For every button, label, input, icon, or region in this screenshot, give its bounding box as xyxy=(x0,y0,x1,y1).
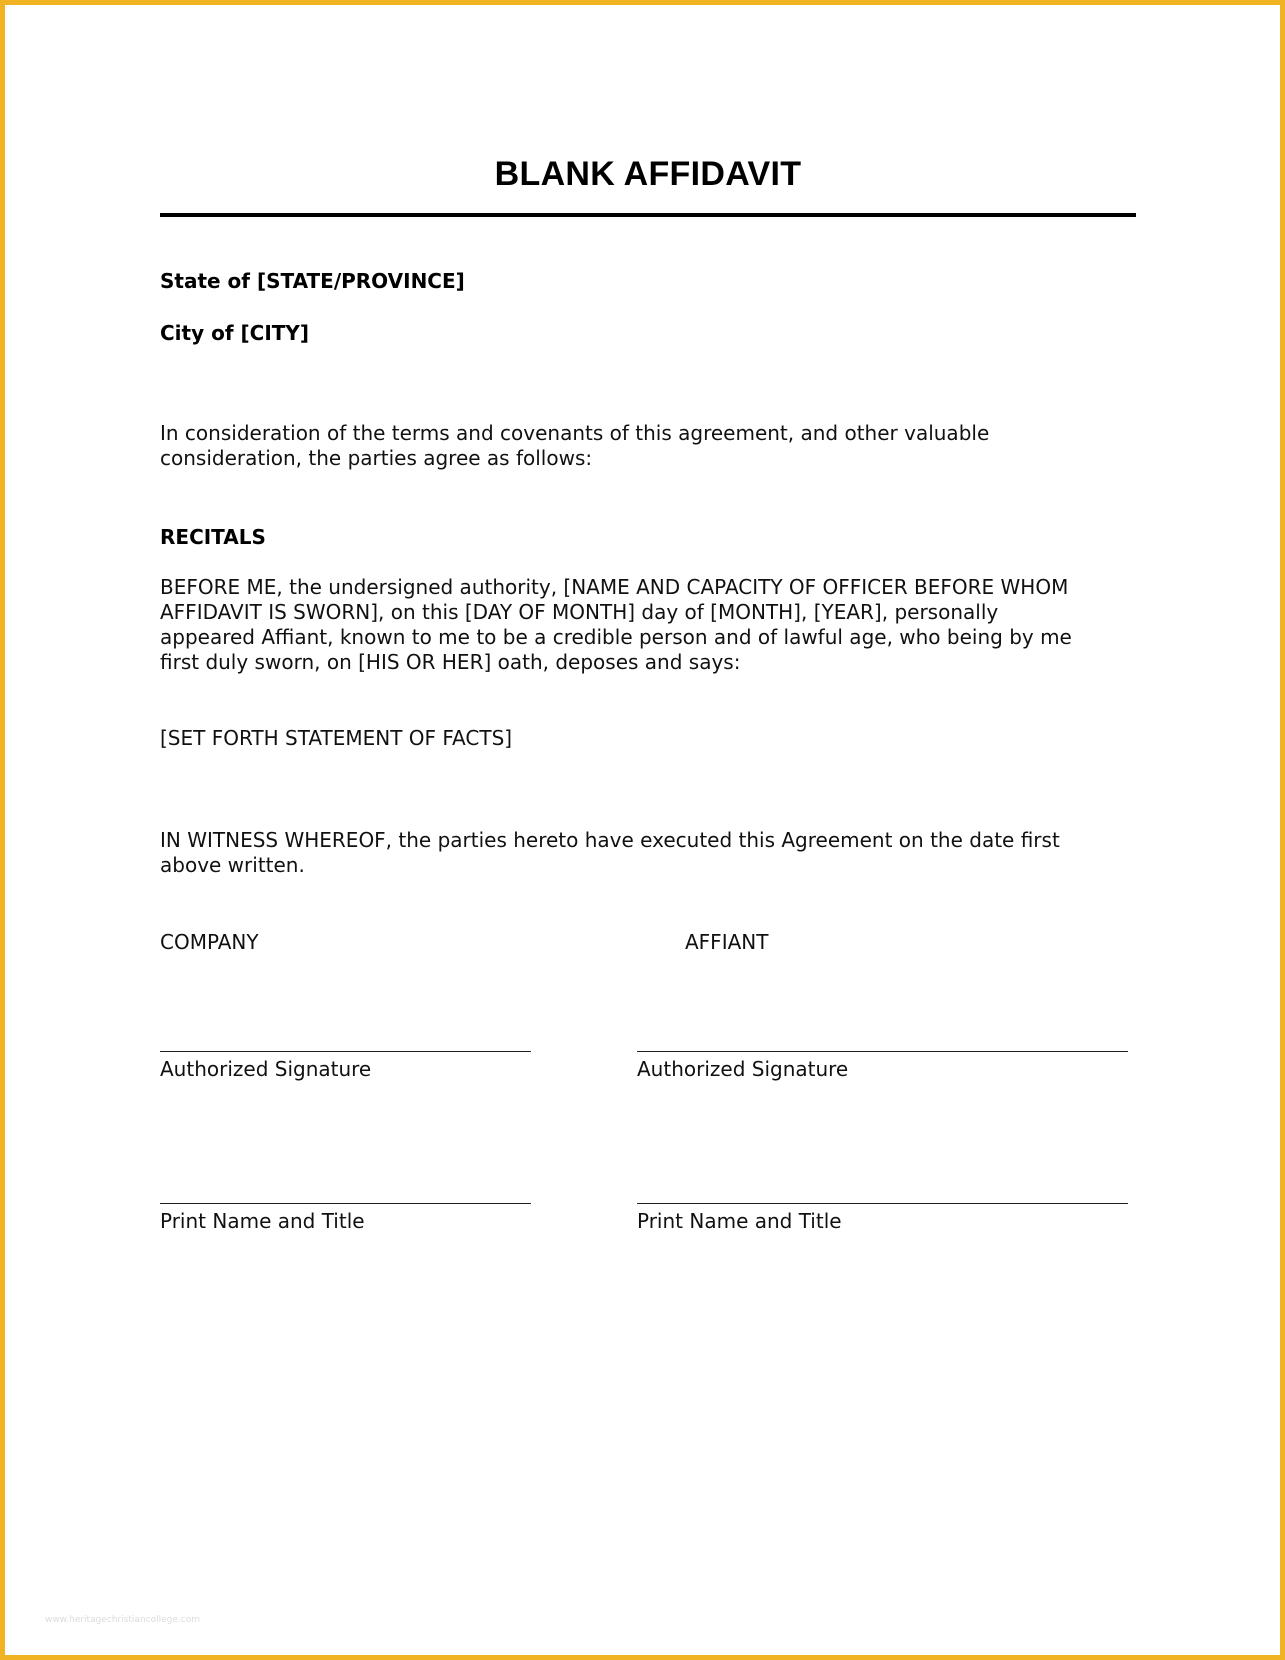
recitals-line: appeared Affiant, known to me to be a credible person and of lawful age, who being by me xyxy=(160,625,1072,649)
company-signature-label: Authorized Signature xyxy=(160,1057,372,1081)
recitals-paragraph xyxy=(160,575,1140,675)
watermark: www.heritagechristiancollege.com xyxy=(45,1615,200,1625)
affiant-signature-line xyxy=(637,1051,1128,1052)
consideration-line: consideration, the parties agree as follows: xyxy=(160,446,593,470)
witness-line: IN WITNESS WHEREOF, the parties hereto have executed this Agreement on the date first xyxy=(160,828,1060,852)
affiant-signature-label: Authorized Signature xyxy=(637,1057,849,1081)
document-title: BLANK AFFIDAVIT xyxy=(494,155,802,193)
title-divider xyxy=(160,213,1136,217)
consideration-line: In consideration of the terms and covenants of this agreement, and other valuable xyxy=(160,421,990,445)
affiant-print-line xyxy=(637,1203,1128,1204)
company-signature-line xyxy=(160,1051,531,1052)
statement-of-facts: [SET FORTH STATEMENT OF FACTS] xyxy=(160,726,513,750)
company-print-label: Print Name and Title xyxy=(160,1209,365,1233)
affiant-print-label: Print Name and Title xyxy=(637,1209,842,1233)
recitals-line: first duly sworn, on [HIS OR HER] oath, deposes and says: xyxy=(160,650,741,674)
witness-line: above written. xyxy=(160,853,305,877)
witness-paragraph xyxy=(160,828,1140,878)
recitals-line: AFFIDAVIT IS SWORN], on this [DAY OF MONTH] day of [MONTH], [YEAR], personally xyxy=(160,600,999,624)
recitals-heading: RECITALS xyxy=(160,525,266,549)
state-line: State of [STATE/PROVINCE] xyxy=(160,269,465,293)
affiant-label: AFFIANT xyxy=(685,930,769,954)
consideration-paragraph xyxy=(160,421,1140,471)
company-label: COMPANY xyxy=(160,930,259,954)
city-line: City of [CITY] xyxy=(160,321,310,345)
company-print-line xyxy=(160,1203,531,1204)
recitals-line: BEFORE ME, the undersigned authority, [NAME AND CAPACITY OF OFFICER BEFORE WHOM xyxy=(160,575,1069,599)
